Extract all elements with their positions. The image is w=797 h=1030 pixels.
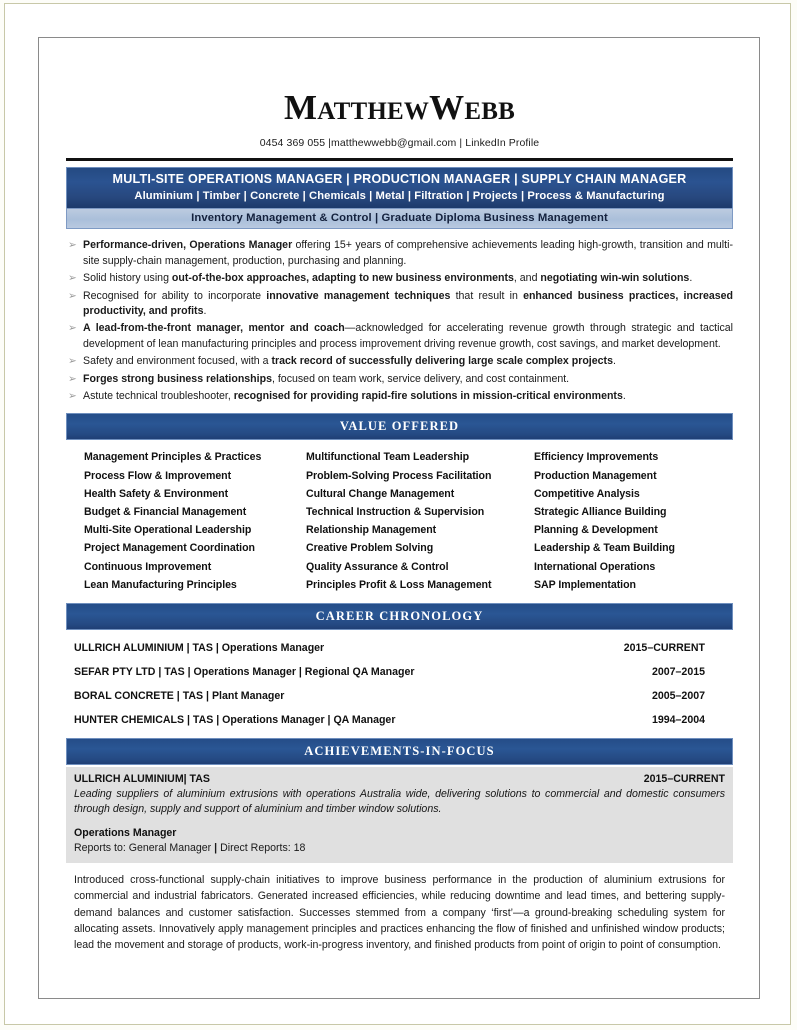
arrow-bullet-icon: ➢ xyxy=(68,322,77,335)
value-offered-item: Quality Assurance & Control xyxy=(306,560,449,573)
value-offered-item: Project Management Coordination xyxy=(84,542,255,555)
summary-bullet-item xyxy=(66,271,733,286)
achievement-company-name: ULLRICH ALUMINIUM| TAS xyxy=(74,772,210,785)
reports-separator: | xyxy=(214,841,218,854)
summary-bullet-text: Forges strong business relationships, focused on team work, service delivery, and cost containment. xyxy=(83,372,570,385)
arrow-bullet-icon: ➢ xyxy=(68,389,77,402)
career-role-text: BORAL CONCRETE | TAS | Plant Manager xyxy=(74,689,285,702)
value-offered-grid xyxy=(66,448,733,594)
arrow-bullet-icon: ➢ xyxy=(68,289,77,302)
header-divider-rule xyxy=(66,158,733,161)
section-title-value-offered: VALUE OFFERED xyxy=(339,419,460,434)
value-offered-item: Cultural Change Management xyxy=(306,487,455,500)
last-name-rest: EBB xyxy=(464,98,515,125)
first-name-rest: ATTHEW xyxy=(317,98,430,125)
section-header-value-offered xyxy=(66,413,733,440)
reports-to-label: Reports to: General Manager xyxy=(74,841,212,854)
summary-bullet-text: Solid history using out-of-the-box approaches, adapting to new business environments, and negotiating win-win solutions. xyxy=(83,272,693,285)
career-chronology-row xyxy=(74,684,705,708)
value-offered-item: Problem-Solving Process Facilitation xyxy=(306,469,492,482)
achievement-reporting-line xyxy=(74,841,725,856)
achievement-company-dates: 2015–CURRENT xyxy=(643,772,725,785)
summary-bullet-item xyxy=(66,321,733,352)
headline-industries: Aluminium | Timber | Concrete | Chemicals | Metal | Filtration | Projects | Process & Manufacturing xyxy=(134,189,665,202)
section-title-achievements: ACHIEVEMENTS-IN-FOCUS xyxy=(304,743,495,758)
value-offered-item: Efficiency Improvements xyxy=(534,451,659,464)
career-date-range: 1994–2004 xyxy=(651,713,705,726)
last-name xyxy=(429,88,515,127)
last-name-initial: W xyxy=(429,88,465,127)
first-name xyxy=(284,88,430,127)
summary-bullet-item xyxy=(66,372,733,387)
summary-bullet-text: Safety and environment focused, with a track record of successfully delivering large scale complex projects. xyxy=(83,355,616,368)
achievement-company-description: Leading suppliers of aluminium extrusions with operations Australia wide, delivering solutions to commercial and domestic consumers through design, supply and support of aluminium and timber window solutions. xyxy=(74,787,725,816)
headline-credentials: Inventory Management & Control | Graduate Diploma Business Management xyxy=(191,212,608,225)
summary-bullet-text: Recognised for ability to incorporate innovative management techniques that result in enhanced business practices, increased productivity, and profits. xyxy=(83,289,734,317)
career-date-range: 2015–CURRENT xyxy=(623,641,705,654)
section-header-achievements xyxy=(66,738,733,765)
achievement-position-title: Operations Manager xyxy=(74,826,177,839)
summary-bullet-text: Astute technical troubleshooter, recognised for providing rapid-fire solutions in mission-critical environments. xyxy=(83,389,626,402)
first-name-initial: M xyxy=(284,88,318,127)
summary-bullet-list xyxy=(66,238,733,404)
resume-content xyxy=(66,52,733,954)
value-offered-item: Relationship Management xyxy=(306,524,437,537)
career-role-text: HUNTER CHEMICALS | TAS | Operations Manager | QA Manager xyxy=(74,713,396,726)
value-offered-item: Technical Instruction & Supervision xyxy=(306,505,485,518)
career-role-text: ULLRICH ALUMINIUM | TAS | Operations Manager xyxy=(74,641,325,654)
summary-bullet-item xyxy=(66,289,733,320)
direct-reports-label: Direct Reports: 18 xyxy=(220,841,306,854)
contact-info[interactable]: 0454 369 055 |matthewwebb@gmail.com | LinkedIn Profile xyxy=(259,137,540,149)
value-offered-item: Strategic Alliance Building xyxy=(534,505,667,518)
value-offered-item: Planning & Development xyxy=(534,524,658,537)
career-date-range: 2007–2015 xyxy=(651,665,705,678)
value-offered-item: SAP Implementation xyxy=(534,578,636,591)
value-offered-item: Budget & Financial Management xyxy=(84,505,247,518)
career-chronology-list xyxy=(66,636,733,732)
value-offered-item: Multi-Site Operational Leadership xyxy=(84,524,252,537)
value-offered-item: Competitive Analysis xyxy=(534,487,640,500)
achievement-narrative-paragraph: Introduced cross-functional supply-chain initiatives to improve business performance in the production of aluminium extrusions for commercial and industrial fabricators. Generated increased efficiencies, while reducing downtime and lead times, and bettering supply-demand balances and customer satisfaction. Successes stemmed from a company ‘first’—a ground-breaking scheduling system for allocating assets. Innovatively apply management principles and practices enhancing the flow of finished and unfinished window products; lead the movement and storage of products, work-in-progress inventory, and finished products from point of origin to point of consumption. xyxy=(74,873,725,952)
summary-bullet-item xyxy=(66,354,733,369)
career-chronology-row xyxy=(74,636,705,660)
achievement-company-row xyxy=(74,773,725,785)
value-offered-item: Health Safety & Environment xyxy=(84,487,229,500)
value-offered-item: Continuous Improvement xyxy=(84,560,212,573)
achievement-company-block xyxy=(66,767,733,863)
section-title-career-chronology: CAREER CHRONOLOGY xyxy=(315,608,484,623)
value-offered-item: Process Flow & Improvement xyxy=(84,469,232,482)
value-offered-item: International Operations xyxy=(534,560,656,573)
section-header-career-chronology xyxy=(66,603,733,630)
summary-bullet-text: A lead-from-the-front manager, mentor and coach—acknowledged for accelerating revenue growth through strategic and tactical development of lean manufacturing principles and process improvement driving revenue growth, cost savings, and market development. xyxy=(83,322,733,350)
arrow-bullet-icon: ➢ xyxy=(68,355,77,368)
summary-bullet-item xyxy=(66,389,733,404)
candidate-name xyxy=(66,90,733,125)
career-chronology-row xyxy=(74,708,705,732)
career-role-text: SEFAR PTY LTD | TAS | Operations Manager | Regional QA Manager xyxy=(74,665,415,678)
summary-bullet-item xyxy=(66,238,733,269)
arrow-bullet-icon: ➢ xyxy=(68,272,77,285)
value-offered-item: Principles Profit & Loss Management xyxy=(306,578,492,591)
career-chronology-row xyxy=(74,660,705,684)
arrow-bullet-icon: ➢ xyxy=(68,239,77,252)
value-offered-item: Management Principles & Practices xyxy=(84,451,262,464)
headline-roles: MULTI-SITE OPERATIONS MANAGER | PRODUCTION MANAGER | SUPPLY CHAIN MANAGER xyxy=(112,172,687,186)
headline-band-primary xyxy=(66,167,733,208)
value-offered-item: Lean Manufacturing Principles xyxy=(84,578,237,591)
page-outer-frame xyxy=(4,3,791,1025)
value-offered-item: Production Management xyxy=(534,469,657,482)
resume-page xyxy=(38,37,760,999)
value-offered-item: Leadership & Team Building xyxy=(534,542,675,555)
value-offered-item: Multifunctional Team Leadership xyxy=(306,451,470,464)
arrow-bullet-icon: ➢ xyxy=(68,372,77,385)
headline-band-secondary xyxy=(66,208,733,229)
summary-bullet-text: Performance-driven, Operations Manager offering 15+ years of comprehensive achievements leading high-growth, transition and multi-site supply-chain management, production, purchasing and planning. xyxy=(83,239,733,267)
career-date-range: 2005–2007 xyxy=(651,689,705,702)
value-offered-item: Creative Problem Solving xyxy=(306,542,434,555)
